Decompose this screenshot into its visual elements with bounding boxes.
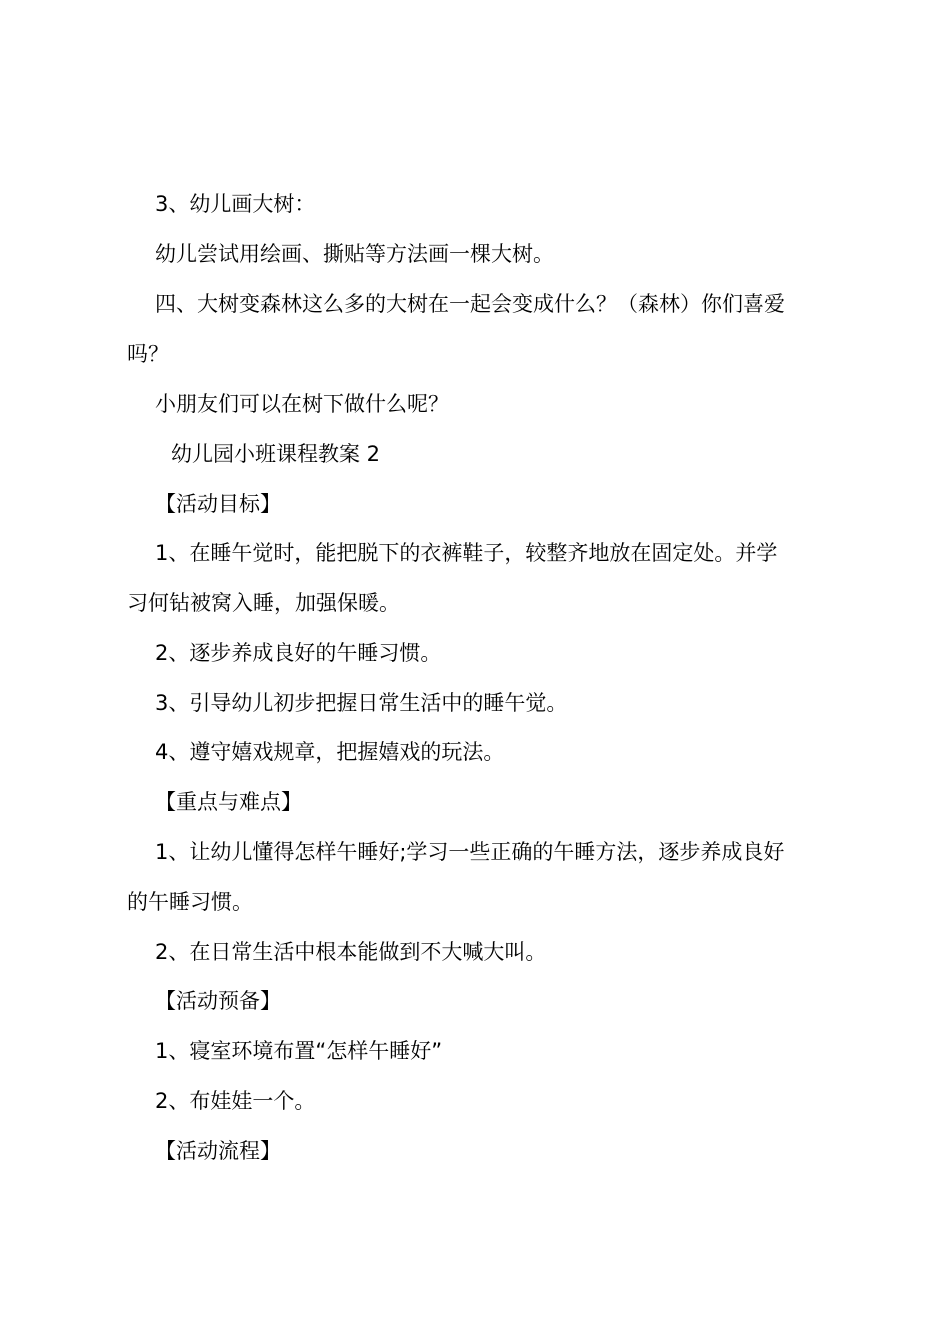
focus-1-line-2: 的午睡习惯。: [127, 890, 253, 914]
section-4-line-2: 吗？: [127, 342, 169, 366]
heading-process: 【活动流程】: [155, 1139, 281, 1163]
step-3-text: 幼儿尝试用绘画、撕贴等方法画一棵大树。: [155, 242, 554, 266]
goal-4: 4、遵守嬉戏规章，把握嬉戏的玩法。: [155, 740, 505, 764]
preparation-2: 2、布娃娃一个。: [155, 1089, 316, 1113]
preparation-1: 1、寝室环境布置“怎样午睡好”: [155, 1039, 443, 1063]
focus-1-line-1: 1、让幼儿懂得怎样午睡好;学习一些正确的午睡方法，逐步养成良好: [155, 840, 785, 864]
question-text: 小朋友们可以在树下做什么呢？: [155, 392, 449, 416]
goal-1-line-2: 习何钻被窝入睡，加强保暖。: [127, 591, 400, 615]
heading-goals: 【活动目标】: [155, 492, 281, 516]
section-4-line-1: 四、大树变森林这么多的大树在一起会变成什么？（森林）你们喜爱: [155, 292, 785, 316]
heading-focus: 【重点与难点】: [155, 790, 302, 814]
focus-2: 2、在日常生活中根本能做到不大喊大叫。: [155, 940, 547, 964]
goal-1-line-1: 1、在睡午觉时，能把脱下的衣裤鞋子，较整齐地放在固定处。并学: [155, 541, 778, 565]
heading-preparation: 【活动预备】: [155, 989, 281, 1013]
lesson-title: 幼儿园小班课程教案 2: [171, 442, 381, 466]
step-3-heading: 3、幼儿画大树：: [155, 192, 316, 216]
goal-3: 3、引导幼儿初步把握日常生活中的睡午觉。: [155, 691, 568, 715]
goal-2: 2、逐步养成良好的午睡习惯。: [155, 641, 442, 665]
